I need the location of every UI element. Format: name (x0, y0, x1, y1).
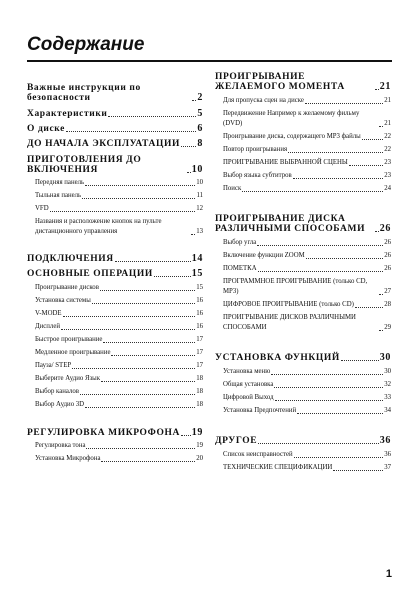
leader-dots (72, 368, 195, 369)
toc-entry-page: 33 (384, 394, 391, 401)
toc-entry-page: 14 (191, 253, 203, 264)
toc-entry (27, 109, 203, 119)
toc-entry (27, 296, 203, 306)
toc-entry-page: 2 (197, 92, 203, 103)
toc-entry (27, 204, 203, 214)
toc-entry (215, 450, 391, 460)
toc-entry-title: Медленное проигрывание (35, 349, 111, 356)
toc-entry-title: Важные инструкции по безопасности (27, 83, 141, 103)
toc-entry-title: Пауза/ STEP (35, 362, 72, 369)
leader-dots (379, 126, 383, 127)
toc-entry (27, 139, 203, 149)
toc-entry-title: Поиск (223, 185, 242, 192)
toc-column-left (27, 72, 203, 464)
leader-dots (333, 470, 383, 471)
toc-entry-page: 16 (196, 297, 203, 304)
leader-dots (258, 271, 384, 272)
leader-dots (101, 461, 195, 462)
toc-entry-page: 37 (384, 464, 391, 471)
leader-dots (61, 329, 195, 330)
leader-dots (258, 443, 379, 444)
toc-entry-title: РЕГУЛИРОВКА МИКРОФОНА (27, 428, 180, 438)
leader-dots (297, 413, 383, 414)
toc-entry-page: 21 (384, 120, 391, 127)
toc-entry-title: ПРИГОТОВЛЕНИЯ ДО ВКЛЮЧЕНИЯ (27, 155, 142, 175)
leader-dots (375, 89, 379, 90)
leader-dots (85, 185, 195, 186)
toc-entry-title: Установка меню (223, 368, 271, 375)
toc-entry-title: Установка Предпочтений (223, 407, 297, 414)
toc-entry-title: Передвижение Например к желаемому фильму (DVD) (223, 110, 360, 127)
page-title: Содержание (27, 34, 145, 55)
toc-entry-title: ЦИФРОВОЕ ПРОИГРЫВАНИЕ (только CD) (223, 301, 354, 308)
leader-dots (274, 387, 383, 388)
toc-entry-page: 17 (196, 349, 203, 356)
toc-entry (27, 254, 203, 264)
toc-entry-title: Выбор каналов (35, 388, 79, 395)
toc-entry (215, 158, 391, 168)
toc-entry-title: Проигрывание диска, содержащего MP3 файлы (223, 133, 361, 140)
toc-entry (27, 83, 203, 103)
toc-entry (215, 251, 391, 261)
toc-entry-title: V-MODE (35, 310, 62, 317)
toc-entry-page: 28 (384, 301, 391, 308)
leader-dots (362, 139, 384, 140)
toc-entry-page: 18 (196, 401, 203, 408)
leader-dots (181, 435, 191, 436)
toc-entry-page: 6 (197, 123, 203, 134)
leader-dots (379, 294, 383, 295)
toc-entry (27, 283, 203, 293)
leader-dots (82, 198, 195, 199)
toc-entry-page: 16 (196, 310, 203, 317)
toc-entry (27, 178, 203, 188)
leader-dots (257, 245, 383, 246)
toc-entry (27, 374, 203, 384)
toc-entry-title: Быстрое проигрывание (35, 336, 103, 343)
title-divider (27, 60, 392, 62)
leader-dots (66, 131, 196, 132)
leader-dots (294, 457, 384, 458)
toc-entry (215, 171, 391, 181)
toc-entry-page: 10 (196, 179, 203, 186)
toc-entry (27, 441, 203, 451)
toc-entry (215, 264, 391, 274)
leader-dots (305, 103, 383, 104)
toc-entry-title: ТЕХНИЧЕСКИЕ СПЕЦИФИКАЦИИ (223, 464, 333, 471)
toc-entry-page: 36 (379, 435, 391, 446)
toc-entry-title: Повтор проигрывания (223, 146, 288, 153)
toc-entry-title: Дисплей (35, 323, 60, 330)
toc-entry (215, 145, 391, 155)
toc-entry-title: ПРОИГРЫВАНИЕ ВЫБРАННОЙ СЦЕНЫ (223, 159, 348, 166)
toc-entry-title: Выбор Аудио 3D (35, 401, 85, 408)
toc-entry (215, 109, 391, 129)
toc-entry-title: Установка Микрофона (35, 455, 101, 462)
leader-dots (306, 258, 384, 259)
toc-entry-page: 16 (196, 323, 203, 330)
toc-entry-page: 23 (384, 159, 391, 166)
leader-dots (50, 211, 196, 212)
toc-entry-title: Передняя панель (35, 179, 85, 186)
toc-entry-page: 15 (196, 284, 203, 291)
toc-entry-title: ПРОГРАММНОЕ ПРОИГРЫВАНИЕ (только CD, MP3) (223, 278, 368, 295)
toc-entry (27, 124, 203, 134)
leader-dots (92, 303, 195, 304)
leader-dots (103, 342, 195, 343)
toc-entry-page: 19 (191, 427, 203, 438)
toc-entry (27, 335, 203, 345)
toc-entry-title: Установка системы (35, 297, 91, 304)
toc-entry-page: 8 (197, 138, 203, 149)
toc-entry-title: О диске (27, 124, 65, 134)
toc-entry-title: Тыльная панель (35, 192, 82, 199)
toc-entry-page: 34 (384, 407, 391, 414)
leader-dots (341, 360, 379, 361)
toc-entry-title: Общая установка (223, 381, 274, 388)
toc-entry-page: 5 (197, 108, 203, 119)
toc-entry (27, 269, 203, 279)
toc-entry (27, 191, 203, 201)
toc-entry-page: 36 (384, 451, 391, 458)
toc-entry-page: 21 (379, 81, 391, 92)
toc-entry-page: 18 (196, 388, 203, 395)
toc-entry-page: 15 (191, 268, 203, 279)
leader-dots (111, 355, 195, 356)
toc-entry-page: 17 (196, 362, 203, 369)
toc-entry (215, 367, 391, 377)
toc-entry-title: Выбор языка субтитров (223, 172, 292, 179)
leader-dots (375, 231, 379, 232)
leader-dots (242, 191, 383, 192)
leader-dots (100, 290, 195, 291)
toc-entry-page: 13 (196, 228, 203, 235)
toc-entry-page: 26 (384, 252, 391, 259)
leader-dots (63, 316, 196, 317)
leader-dots (115, 261, 191, 262)
toc-entry-title: VFD (35, 205, 49, 212)
toc-entry (215, 380, 391, 390)
toc-entry-page: 24 (384, 185, 391, 192)
toc-entry (215, 353, 391, 363)
toc-entry (215, 214, 391, 234)
leader-dots (192, 100, 196, 101)
toc-entry (27, 361, 203, 371)
toc-entry-page: 32 (384, 381, 391, 388)
toc-entry-page: 26 (384, 239, 391, 246)
toc-entry (27, 217, 203, 237)
toc-entry (215, 463, 391, 473)
toc-entry (215, 300, 391, 310)
leader-dots (108, 116, 196, 117)
toc-entry-page: 12 (196, 205, 203, 212)
toc-entry-title: ДО НАЧАЛА ЭКСПЛУАТАЦИИ (27, 139, 180, 149)
toc-entry-page: 22 (384, 146, 391, 153)
leader-dots (288, 152, 383, 153)
toc-entry-page: 29 (384, 324, 391, 331)
toc-entry-title: ДРУГОЕ (215, 436, 258, 446)
toc-entry-page: 27 (384, 288, 391, 295)
toc-entry-title: ПРОИГРЫВАНИЕ ЖЕЛАЕМОГО МОМЕНТА (215, 72, 345, 92)
toc-entry (215, 277, 391, 297)
toc-entry-page: 30 (384, 368, 391, 375)
leader-dots (271, 374, 383, 375)
toc-entry (27, 309, 203, 319)
toc-entry (215, 72, 391, 92)
toc-entry (27, 428, 203, 438)
toc-entry-page: 11 (196, 192, 203, 199)
toc-entry-title: Выберите Аудио Язык (35, 375, 101, 382)
toc-entry-page: 20 (196, 455, 203, 462)
toc-entry (215, 393, 391, 403)
toc-entry (27, 454, 203, 464)
toc-entry-title: Выбор угла (223, 239, 257, 246)
toc-entry-page: 21 (384, 97, 391, 104)
toc-entry-title: Список неисправностей (223, 451, 293, 458)
toc-entry (215, 313, 391, 333)
toc-entry-title: УСТАНОВКА ФУНКЦИЙ (215, 353, 340, 363)
toc-entry-title: Характеристики (27, 109, 108, 119)
leader-dots (187, 172, 191, 173)
toc-entry-title: ПОМЕТКА (223, 265, 257, 272)
leader-dots (181, 146, 196, 147)
leader-dots (275, 400, 384, 401)
leader-dots (349, 165, 383, 166)
leader-dots (379, 330, 383, 331)
leader-dots (355, 307, 383, 308)
leader-dots (85, 407, 195, 408)
toc-entry (215, 96, 391, 106)
leader-dots (191, 234, 195, 235)
leader-dots (86, 448, 195, 449)
toc-entry (27, 400, 203, 410)
toc-entry-title: ПРОИГРЫВАНИЕ ДИСКА РАЗЛИЧНЫМИ СПОСОБАМИ (215, 214, 366, 234)
leader-dots (101, 381, 195, 382)
toc-entry-title: Регулировка тона (35, 442, 86, 449)
toc-column-right (215, 72, 391, 473)
toc-entry-page: 10 (191, 164, 203, 175)
toc-entry-page: 22 (384, 133, 391, 140)
toc-entry (215, 132, 391, 142)
toc-entry-title: Названия и расположение кнопок на пульте дистанционного управления (35, 218, 162, 235)
toc-entry (27, 348, 203, 358)
leader-dots (154, 276, 191, 277)
toc-entry-title: Проигрывание дисков (35, 284, 99, 291)
toc-entry-title: Для пропуска сцен на диске (223, 97, 304, 104)
toc-entry-page: 18 (196, 375, 203, 382)
toc-entry-page: 19 (196, 442, 203, 449)
toc-entry-page: 23 (384, 172, 391, 179)
toc-entry-page: 17 (196, 336, 203, 343)
toc-entry-title: ПРОИГРЫВАНИЕ ДИСКОВ РАЗЛИЧНЫМИ СПОСОБАМИ (223, 314, 356, 331)
toc-entry (215, 436, 391, 446)
toc-entry-title: ОСНОВНЫЕ ОПЕРАЦИИ (27, 269, 153, 279)
toc-entry-page: 30 (379, 352, 391, 363)
toc-entry (215, 184, 391, 194)
toc-entry (27, 322, 203, 332)
toc-entry-page: 26 (384, 265, 391, 272)
leader-dots (293, 178, 383, 179)
toc-entry-page: 26 (379, 223, 391, 234)
page-number: 1 (385, 568, 392, 580)
toc-entry (27, 387, 203, 397)
toc-entry-title: Цифровой Выход (223, 394, 274, 401)
toc-entry-title: ПОДКЛЮЧЕНИЯ (27, 254, 114, 264)
toc-entry (27, 155, 203, 175)
toc-entry (215, 238, 391, 248)
toc-entry-title: Включение функции ZOOM (223, 252, 305, 259)
toc-entry (215, 406, 391, 416)
leader-dots (80, 394, 195, 395)
